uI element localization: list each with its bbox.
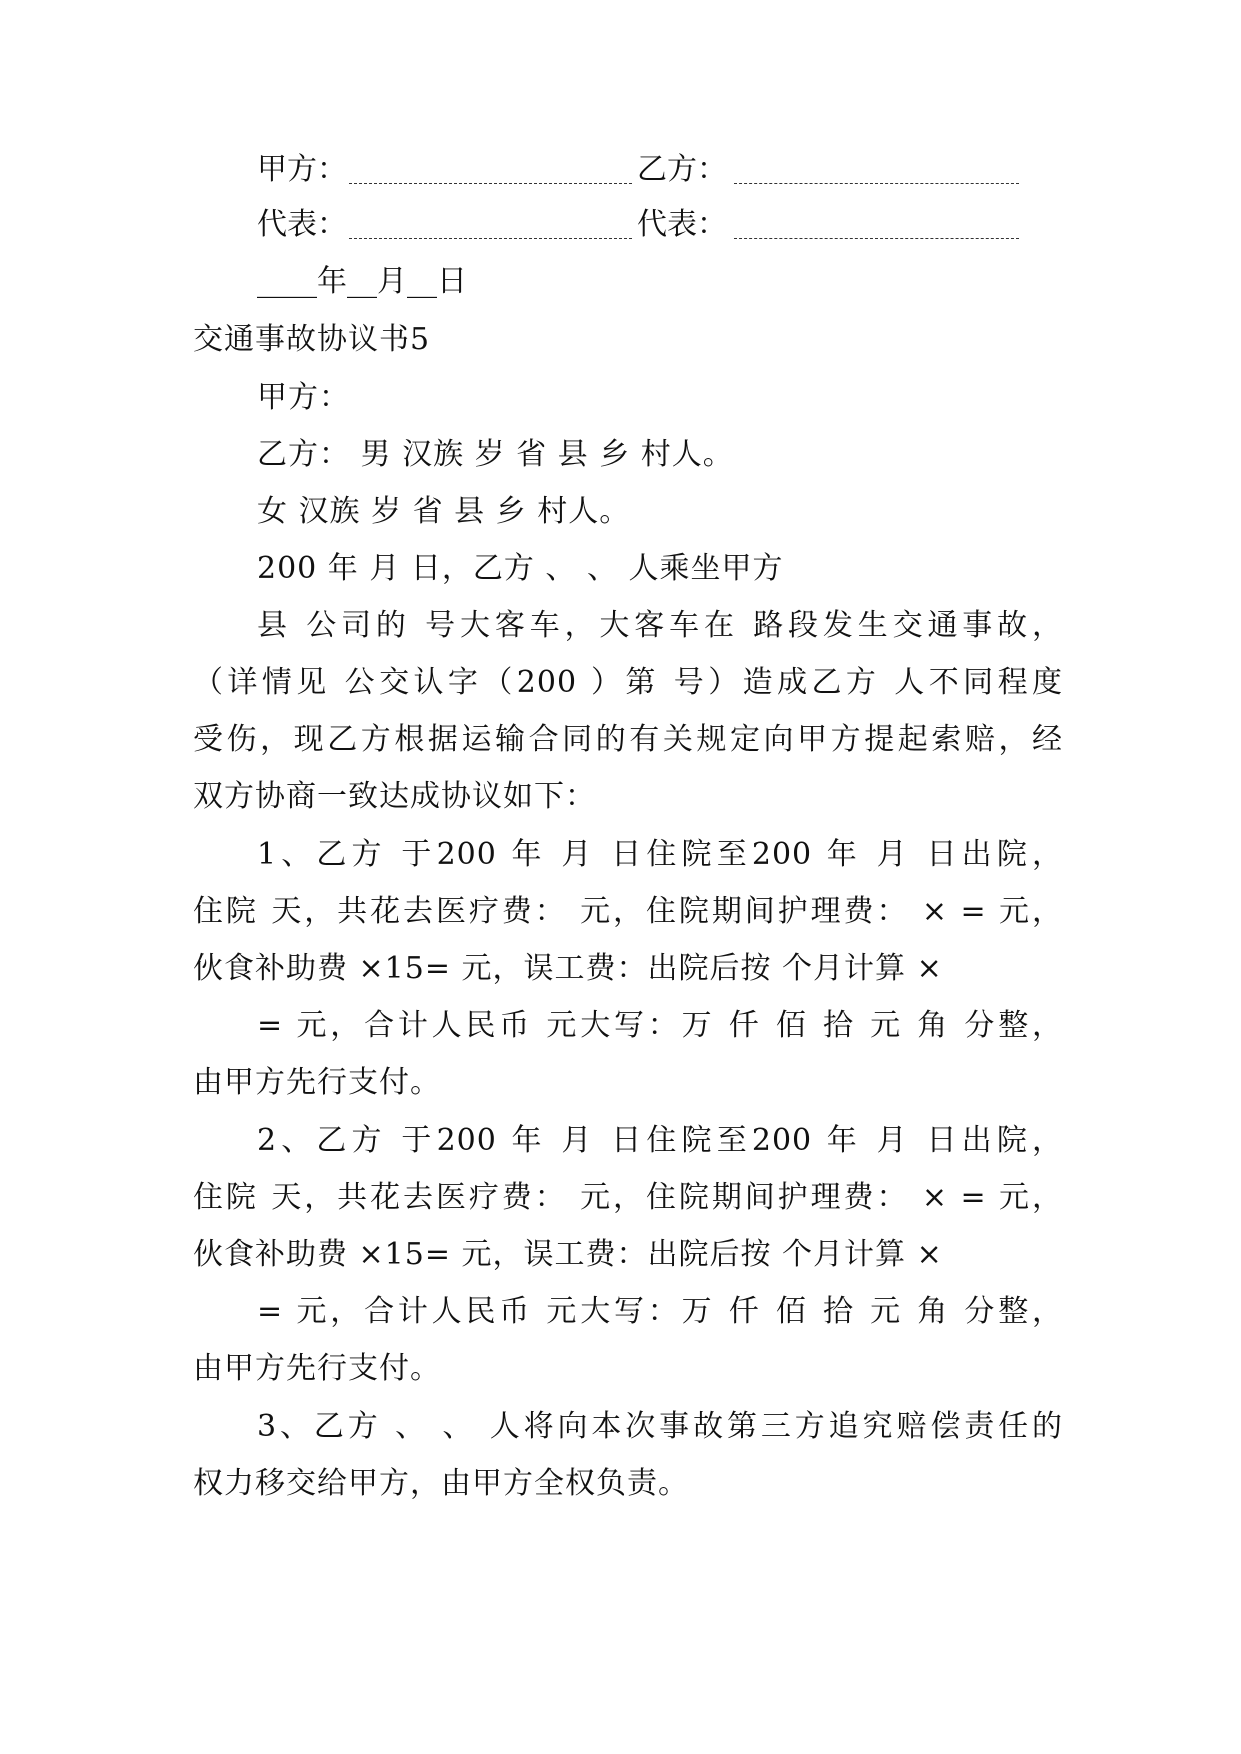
paragraph-line: 县 公司的 号大客车，大客车在 路段发生交通事故，	[257, 608, 1063, 643]
clause-1-line: 伙食补助费 ×15= 元，误工费：出院后按 个月计算 ×	[193, 951, 943, 986]
paragraph-line: 双方协商一致达成协议如下：	[193, 779, 596, 814]
paragraph-line: 受伤，现乙方根据运输合同的有关规定向甲方提起索赔，经	[193, 722, 1063, 757]
clause-3-line: 权力移交给甲方，由甲方全权负责。	[193, 1466, 689, 1501]
party-b-line: 乙方： 男 汉族 岁 省 县 乡 村人。	[257, 437, 734, 472]
paragraph-line: 200 年 月 日，乙方 、 、 人乘坐甲方	[257, 551, 784, 586]
paragraph-line: （详情见 公交认字（200 ）第 号）造成乙方 人不同程度	[193, 665, 1063, 700]
party-a-label: 甲方：	[257, 152, 347, 187]
rep-b-blank	[734, 238, 1019, 239]
rep-b-label: 代表：	[637, 207, 727, 242]
party-b-line-2: 女 汉族 岁 省 县 乡 村人。	[257, 494, 631, 529]
clause-2-line: 由甲方先行支付。	[193, 1351, 441, 1386]
party-a-blank	[349, 183, 632, 184]
clause-1-line: 1、乙方 于200 年 月 日住院至200 年 月 日出院，	[257, 837, 1063, 872]
signature-row-parties	[257, 150, 1057, 190]
clause-2-line: 2、乙方 于200 年 月 日住院至200 年 月 日出院，	[257, 1123, 1063, 1158]
party-b-label: 乙方：	[637, 152, 727, 187]
rep-a-label: 代表：	[257, 207, 347, 242]
clause-3-line: 3、乙方 、 、 人将向本次事故第三方追究赔偿责任的	[257, 1409, 1063, 1444]
clause-1-line: = 元，合计人民币 元大写：万 仟 佰 拾 元 角 分整，	[257, 1008, 1063, 1043]
rep-a-blank	[349, 238, 632, 239]
party-a-line: 甲方：	[257, 380, 350, 415]
signature-row-representatives	[257, 205, 1057, 245]
clause-1-line: 由甲方先行支付。	[193, 1065, 441, 1100]
document-title: 交通事故协议书5	[193, 322, 431, 357]
clause-2-line: 伙食补助费 ×15= 元，误工费：出院后按 个月计算 ×	[193, 1237, 943, 1272]
clause-2-line: = 元，合计人民币 元大写：万 仟 佰 拾 元 角 分整，	[257, 1294, 1063, 1329]
party-b-blank	[734, 183, 1019, 184]
signature-date: ____年__月__日	[257, 264, 467, 299]
clause-1-line: 住院 天，共花去医疗费： 元，住院期间护理费： × = 元，	[193, 894, 1063, 929]
clause-2-line: 住院 天，共花去医疗费： 元，住院期间护理费： × = 元，	[193, 1180, 1063, 1215]
